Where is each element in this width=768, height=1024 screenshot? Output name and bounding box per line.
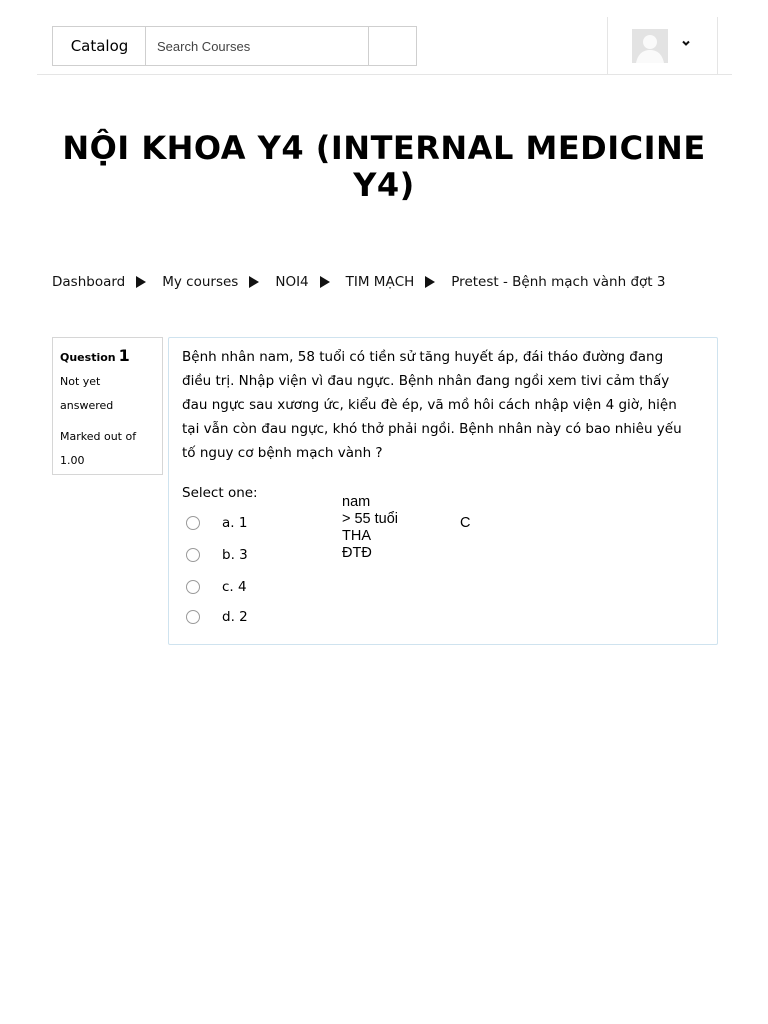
question-card [168,337,718,645]
marked-line-2: 1.00 [60,454,85,467]
breadcrumb-separator-icon [320,276,330,288]
answer-option-c[interactable] [186,579,247,595]
breadcrumb-pretest[interactable]: Pretest - Bệnh mạch vành đợt 3 [451,274,666,290]
annotation-note [342,494,398,562]
answer-label-d: d. 2 [222,609,248,625]
answer-label-c: c. 4 [222,579,247,595]
annotation-line: ĐTĐ [342,545,372,561]
answer-label-a: a. 1 [222,515,248,531]
avatar[interactable] [632,29,668,63]
annotation-line: > 55 tuổi [342,511,399,527]
question-info-panel [52,337,163,475]
breadcrumb-separator-icon [425,276,435,288]
breadcrumb-separator-icon [249,276,259,288]
question-label: Question [60,351,116,364]
breadcrumb-my-courses[interactable]: My courses [162,274,239,290]
annotation-line: nam [342,494,371,510]
radio-c[interactable] [186,580,200,594]
breadcrumb-tim-mach[interactable]: TIM MẠCH [345,274,415,290]
radio-a[interactable] [186,516,200,530]
catalog-button[interactable]: Catalog [52,26,146,66]
answer-option-b[interactable] [186,547,248,563]
question-text: Bệnh nhân nam, 58 tuổi có tiền sử tăng huyết áp, đái tháo đường đang điều trị. Nhập viện vì đau ngực. Bệnh nhân đang ngồi xem tivi cảm thấy đau ngực sau xương ức, kiểu đè ép, vã mồ hôi cách nhập viện 4 giờ, hiện tại vẫn còn đau ngực, khó thở phải ngồi. Bệnh nhân này có bao nhiêu yếu tố nguy cơ bệnh mạch vành ? [182,349,682,461]
top-navbar [37,0,732,75]
annotation-answer-letter: C [460,515,471,531]
answer-option-a[interactable] [186,515,247,531]
breadcrumb-noi4[interactable]: NOI4 [275,274,309,290]
search-button[interactable] [368,26,417,66]
breadcrumb-dashboard[interactable]: Dashboard [52,274,126,290]
radio-d[interactable] [186,610,200,624]
user-menu[interactable] [607,17,718,75]
chevron-down-icon[interactable] [680,37,692,49]
page-title: NỘI KHOA Y4 (INTERNAL MEDICINE Y4) [62,129,706,204]
radio-b[interactable] [186,548,200,562]
answer-label-b: b. 3 [222,547,248,563]
status-line-2: answered [60,399,114,412]
question-number-line [60,344,155,370]
marked-line-1: Marked out of [60,430,137,443]
status-line-1: Not yet [60,375,101,388]
question-number: 1 [118,346,130,365]
search-courses-input[interactable] [145,26,369,66]
breadcrumb [52,274,665,290]
user-placeholder-icon [632,29,668,63]
annotation-line: THA [342,528,371,544]
breadcrumb-separator-icon [136,276,146,288]
select-one-label: Select one: [182,485,258,501]
answer-option-d[interactable] [186,609,248,625]
